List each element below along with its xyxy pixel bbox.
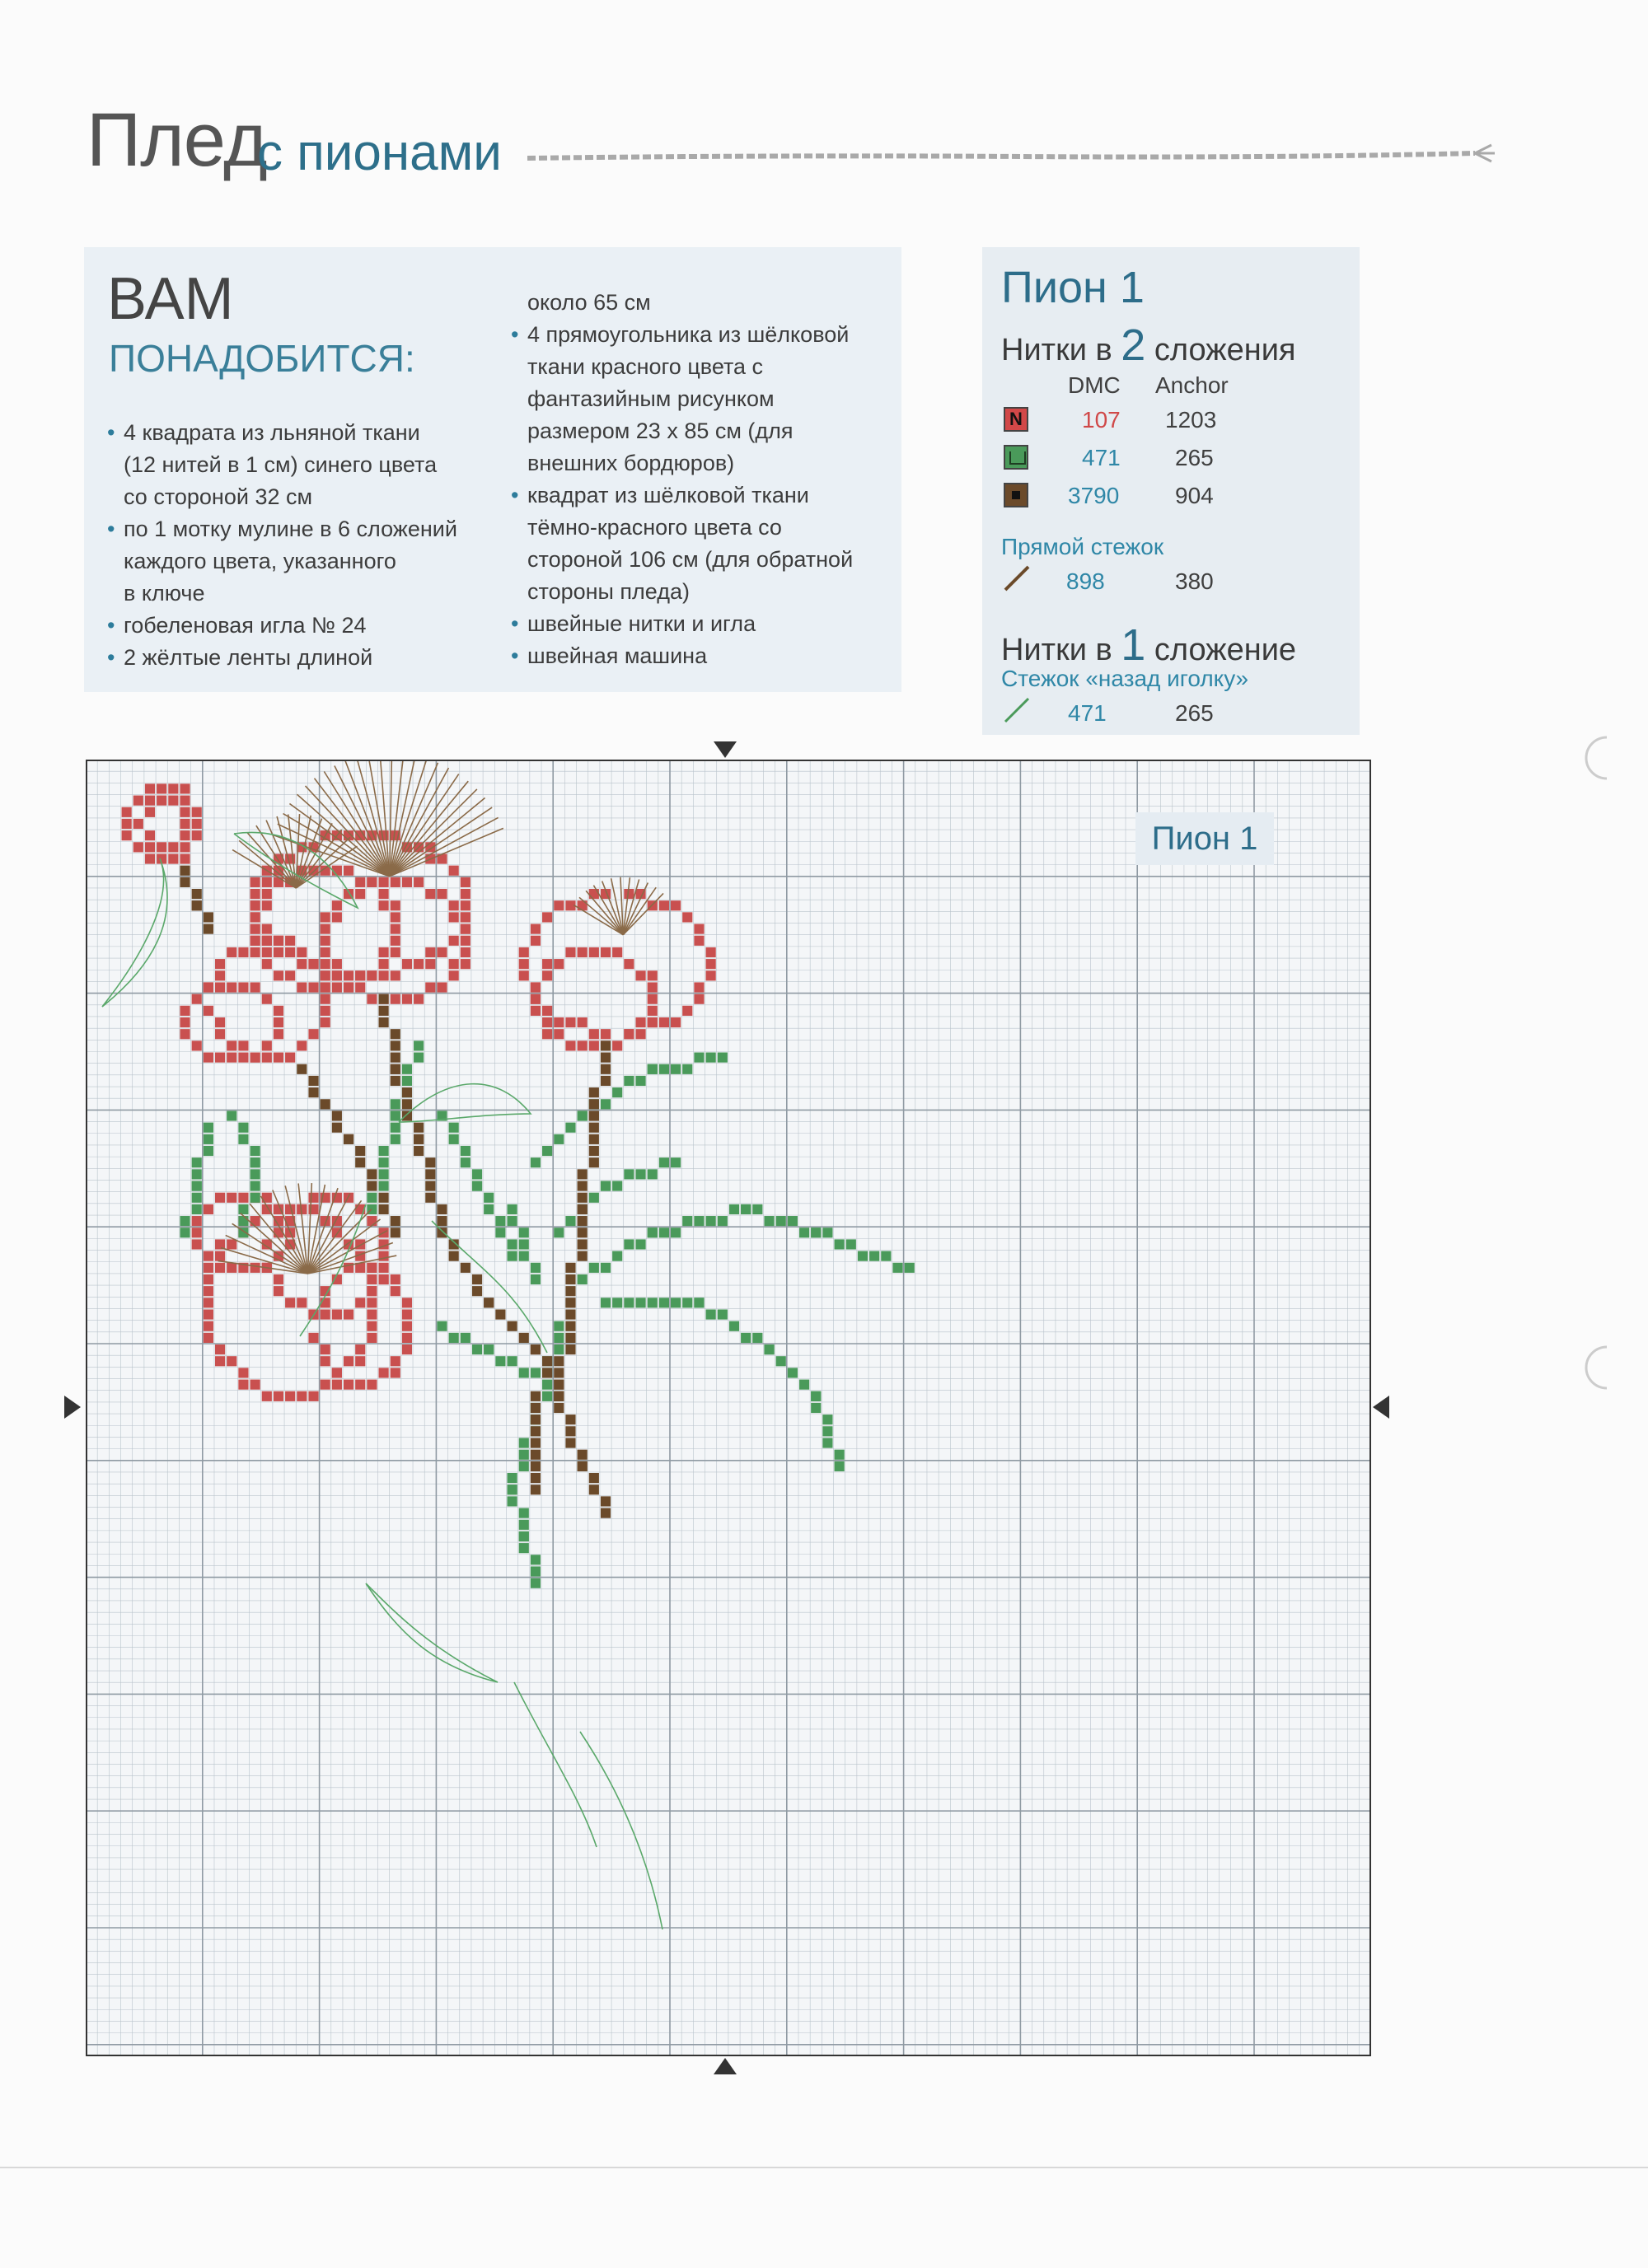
swatch-red: N [1004,407,1028,432]
two-ply-prefix: Нитки в [1001,333,1112,367]
key-one-ply-heading [1001,620,1296,671]
page-footer-line [0,2167,1648,2168]
center-arrow-top-icon [714,741,737,760]
materials-item: (12 нитей в 1 см) синего цвета [124,452,438,477]
one-ply-suffix: сложение [1154,633,1297,667]
backstitch-icon [1002,695,1032,725]
key-row-red-anchor: 1203 [1165,407,1217,433]
key-title: Пион 1 [1001,263,1145,312]
page-subtitle: с пионами [257,124,502,181]
materials-item: • по 1 мотку мулине в 6 сложений [107,513,486,545]
materials-item: ткани красного цвета с [527,354,764,379]
materials-item: каждого цвета, указанного [124,549,396,573]
materials-item: внешних бордюров) [527,451,735,475]
materials-item: • швейная машина [511,640,890,672]
materials-item: стороны пледа) [527,579,690,604]
straight-stitch-anchor: 380 [1175,568,1214,594]
binder-hole-icon [1566,1343,1615,1392]
key-row-brown-anchor: 904 [1175,483,1214,508]
materials-item: около 65 см [527,290,651,315]
materials-item: • квадрат из шёлковой ткани [511,479,890,512]
materials-item: • 4 квадрата из льняной ткани [107,417,486,449]
materials-item: стороной 106 см (для обратной [527,547,854,572]
binder-hole-icon [1566,733,1615,783]
cross-stitch-chart [86,760,1371,2056]
swatch-brown [1004,483,1028,507]
center-arrow-right-icon [1373,1396,1391,1419]
materials-item: фантазийным рисунком [527,386,775,411]
straight-stitch-icon [1002,563,1032,593]
materials-subheading: ПОНАДОБИТСЯ: [109,337,415,380]
key-row-brown-dmc: 3790 [1068,483,1120,508]
materials-heading: ВАМ [107,266,234,332]
materials-item: со стороной 32 см [124,484,313,509]
key-row-red-dmc: 107 [1082,407,1121,433]
center-arrow-left-icon [64,1396,82,1419]
one-ply-prefix: Нитки в [1001,633,1112,667]
backstitch-anchor: 265 [1175,700,1214,726]
two-ply-number: 2 [1121,320,1146,370]
swatch-green [1004,445,1028,470]
materials-item: тёмно-красного цвета со [527,515,782,540]
key-row-green-anchor: 265 [1175,445,1214,470]
straight-stitch-label: Прямой стежок [1001,534,1164,559]
backstitch-label: Стежок «назад иголку» [1001,666,1249,691]
materials-list-left [107,417,486,674]
key-col-anchor: Anchor [1155,372,1229,398]
materials-item: • 2 жёлтые ленты длиной [107,642,486,674]
key-col-dmc: DMC [1068,372,1121,398]
materials-item: • гобеленовая игла № 24 [107,610,486,642]
page-title: Плед [87,98,267,182]
key-two-ply-heading [1001,320,1296,371]
materials-item: размером 23 x 85 см (для [527,419,794,443]
materials-item: • 4 прямоугольника из шёлковой [511,319,890,351]
straight-stitch-dmc: 898 [1066,568,1105,594]
one-ply-number: 1 [1121,620,1146,670]
materials-item: • швейные нитки и игла [511,608,890,640]
chart-label: Пион 1 [1135,812,1274,865]
center-arrow-bottom-icon [714,2058,737,2076]
rope-decoration [527,140,1516,173]
materials-item: в ключе [124,581,205,606]
materials-list-right [511,287,890,672]
two-ply-suffix: сложения [1154,333,1296,367]
key-row-green-dmc: 471 [1082,445,1121,470]
backstitch-dmc: 471 [1068,700,1107,726]
